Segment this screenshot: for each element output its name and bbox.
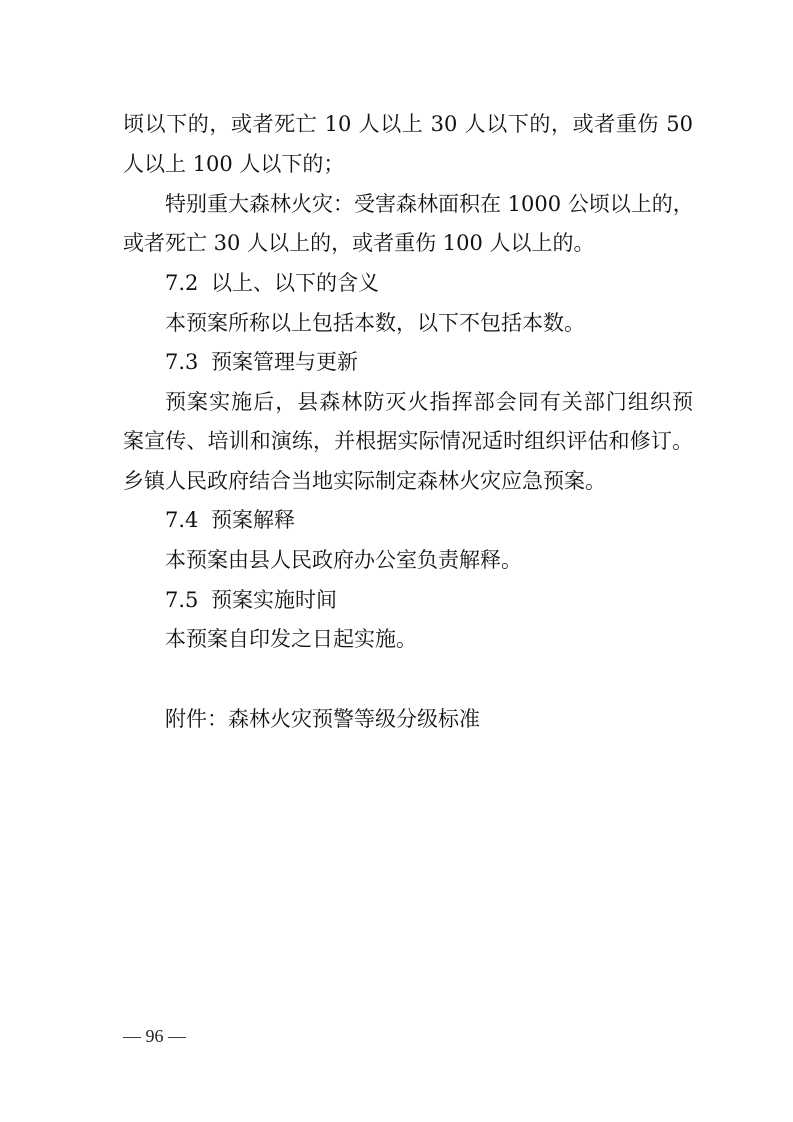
body-text-line: 案宣传、培训和演练，并根据实际情况适时组织评估和修订。 — [123, 429, 693, 453]
body-text-line: 本预案自印发之日起实施。 — [165, 627, 417, 651]
body-text-line: 本预案所称以上包括本数，以下不包括本数。 — [165, 311, 585, 335]
section-number: 7.2 — [165, 271, 199, 295]
attachment-note: 附件：森林火灾预警等级分级标准 — [165, 707, 480, 731]
body-text-line: 人以上 100 人以下的； — [123, 152, 345, 176]
section-heading — [165, 586, 693, 614]
section-number: 7.4 — [165, 508, 199, 532]
section-title: 预案管理与更新 — [211, 350, 358, 374]
section-heading — [165, 269, 693, 297]
body-text-line: 顷以下的，或者死亡 10 人以上 30 人以下的，或者重伤 50 — [123, 112, 693, 136]
section-number: 7.5 — [165, 588, 199, 612]
section-heading — [165, 506, 693, 534]
body-text-line: 或者死亡 30 人以上的，或者重伤 100 人以上的。 — [123, 231, 595, 255]
body-text-line: 乡镇人民政府结合当地实际制定森林火灾应急预案。 — [123, 469, 606, 493]
body-text-line: 本预案由县人民政府办公室负责解释。 — [165, 548, 522, 572]
section-number: 7.3 — [165, 350, 199, 374]
section-title: 预案解释 — [211, 508, 295, 532]
section-title: 预案实施时间 — [211, 588, 337, 612]
body-text-line: 特别重大森林火灾：受害森林面积在 1000 公顷以上的， — [165, 192, 694, 216]
section-title: 以上、以下的含义 — [211, 271, 379, 295]
body-text-line: 预案实施后，县森林防灭火指挥部会同有关部门组织预 — [165, 390, 693, 414]
section-heading — [165, 348, 693, 376]
page-number: — 96 — — [123, 1026, 186, 1046]
